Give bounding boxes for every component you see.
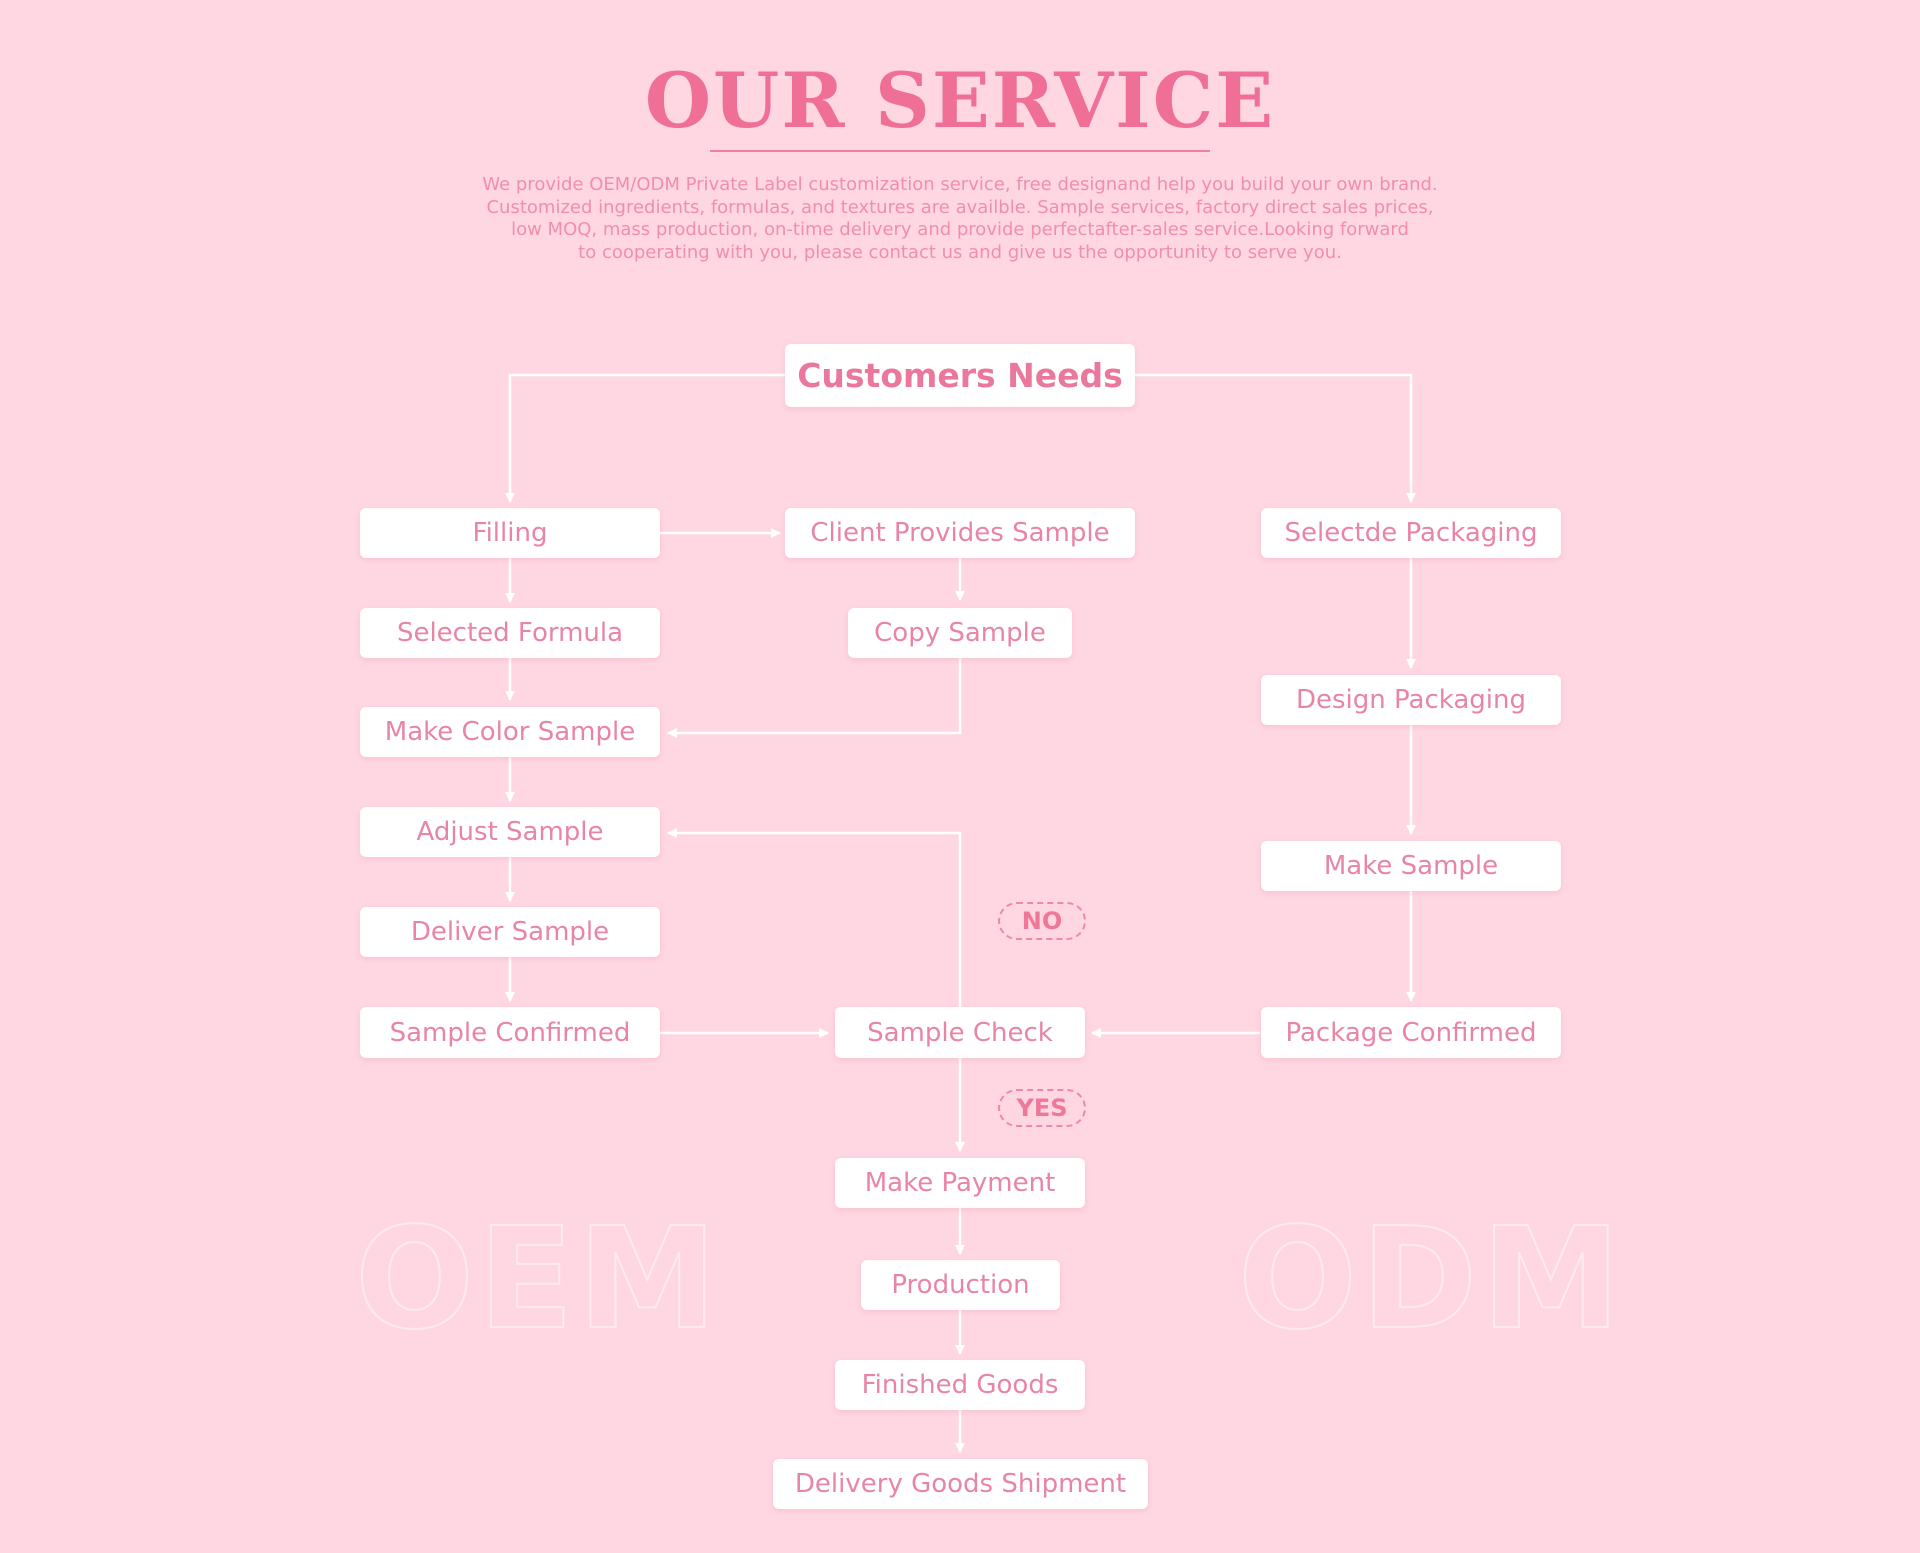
connector-copy-to-color-sample bbox=[668, 658, 960, 733]
intro-line: to cooperating with you, please contact us and give us the opportunity to serve you. bbox=[578, 241, 1342, 263]
node-selected-formula: Selected Formula bbox=[360, 608, 660, 658]
connector-check-no-to-adjust bbox=[668, 833, 960, 1007]
node-deliver-sample: Deliver Sample bbox=[360, 907, 660, 957]
watermark-odm: ODM bbox=[1238, 1198, 1625, 1361]
intro-line: We provide OEM/ODM Private Label customization service, free designand help you build your own brand. bbox=[482, 174, 1438, 195]
node-customers-needs: Customers Needs bbox=[785, 344, 1135, 407]
node-client-provides-sample: Client Provides Sample bbox=[785, 508, 1135, 558]
node-selected-packaging: Selectde Packaging bbox=[1261, 508, 1561, 558]
watermark-oem: OEM bbox=[355, 1198, 721, 1361]
node-sample-confirmed: Sample Confirmed bbox=[360, 1007, 660, 1058]
node-make-color-sample: Make Color Sample bbox=[360, 707, 660, 757]
node-copy-sample: Copy Sample bbox=[848, 608, 1072, 658]
node-design-packaging: Design Packaging bbox=[1261, 675, 1561, 725]
node-adjust-sample: Adjust Sample bbox=[360, 807, 660, 857]
node-finished-goods: Finished Goods bbox=[835, 1360, 1085, 1410]
intro-line: Customized ingredients, formulas, and textures are availble. Sample services, factory direct sales prices, bbox=[486, 196, 1434, 218]
node-sample-check: Sample Check bbox=[835, 1007, 1085, 1058]
decision-yes-badge: YES bbox=[998, 1089, 1086, 1127]
node-production: Production bbox=[861, 1260, 1060, 1310]
node-filling: Filling bbox=[360, 508, 660, 558]
node-make-payment: Make Payment bbox=[835, 1158, 1085, 1208]
intro-line: low MOQ, mass production, on-time delivery and provide perfectafter-sales service.Looking forward bbox=[511, 219, 1409, 240]
connector-start-to-filling bbox=[510, 375, 785, 502]
node-delivery-goods-shipment: Delivery Goods Shipment bbox=[773, 1459, 1148, 1509]
decision-no-badge: NO bbox=[998, 902, 1086, 940]
page-title: OUR SERVICE bbox=[644, 56, 1276, 145]
connector-start-to-packaging bbox=[1135, 375, 1411, 502]
node-make-sample: Make Sample bbox=[1261, 841, 1561, 891]
node-package-confirmed: Package Confirmed bbox=[1261, 1007, 1561, 1058]
